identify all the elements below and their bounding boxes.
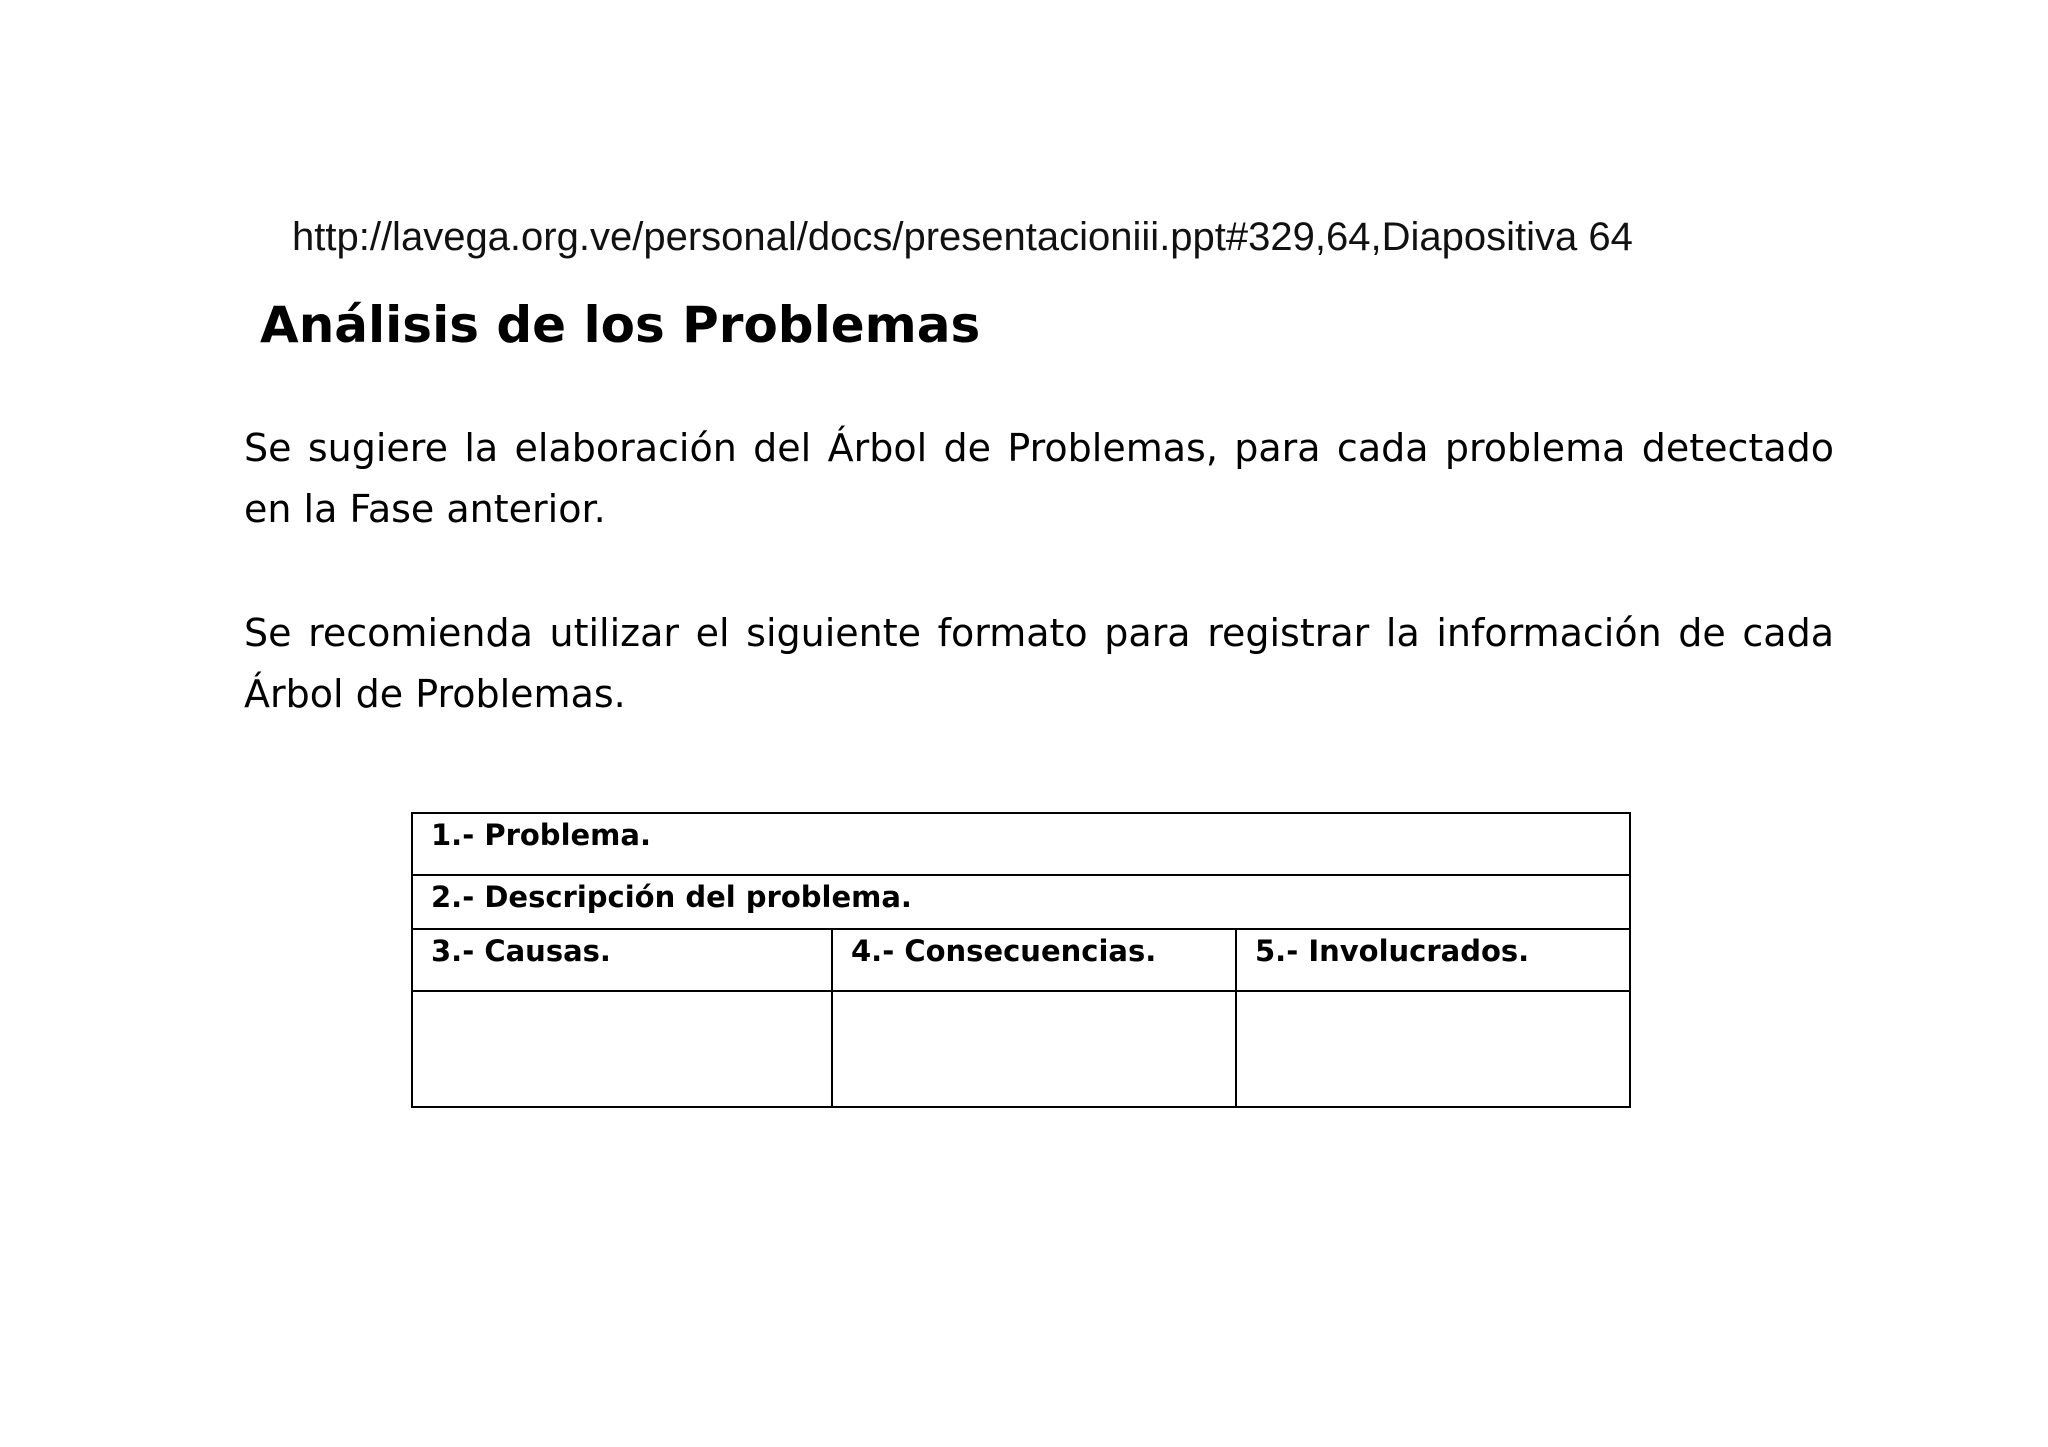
consequences-header-cell: 4.- Consecuencias. <box>832 929 1236 991</box>
paragraph-recommendation: Se recomienda utilizar el siguiente formato para registrar la información de cada Árbol de Problemas. <box>244 611 1834 716</box>
problem-label-cell: 1.- Problema. <box>412 813 1630 875</box>
table-row-empty <box>412 991 1630 1107</box>
table-row-headers <box>412 929 1630 991</box>
consequences-empty-cell <box>832 991 1236 1107</box>
page-title: Análisis de los Problemas <box>260 296 981 354</box>
causes-header-cell: 3.- Causas. <box>412 929 832 991</box>
table-row-description <box>412 875 1630 929</box>
source-url: http://lavega.org.ve/personal/docs/presentacioniii.ppt#329,64,Diapositiva 64 <box>292 215 1633 259</box>
table-row-problem <box>412 813 1630 875</box>
involved-header-cell: 5.- Involucrados. <box>1236 929 1630 991</box>
involved-empty-cell <box>1236 991 1630 1107</box>
causes-empty-cell <box>412 991 832 1107</box>
problem-tree-format-table <box>411 812 1631 1108</box>
paragraph-suggestion: Se sugiere la elaboración del Árbol de Problemas, para cada problema detectado en la Fase anterior. <box>244 426 1834 531</box>
description-label-cell: 2.- Descripción del problema. <box>412 875 1630 929</box>
